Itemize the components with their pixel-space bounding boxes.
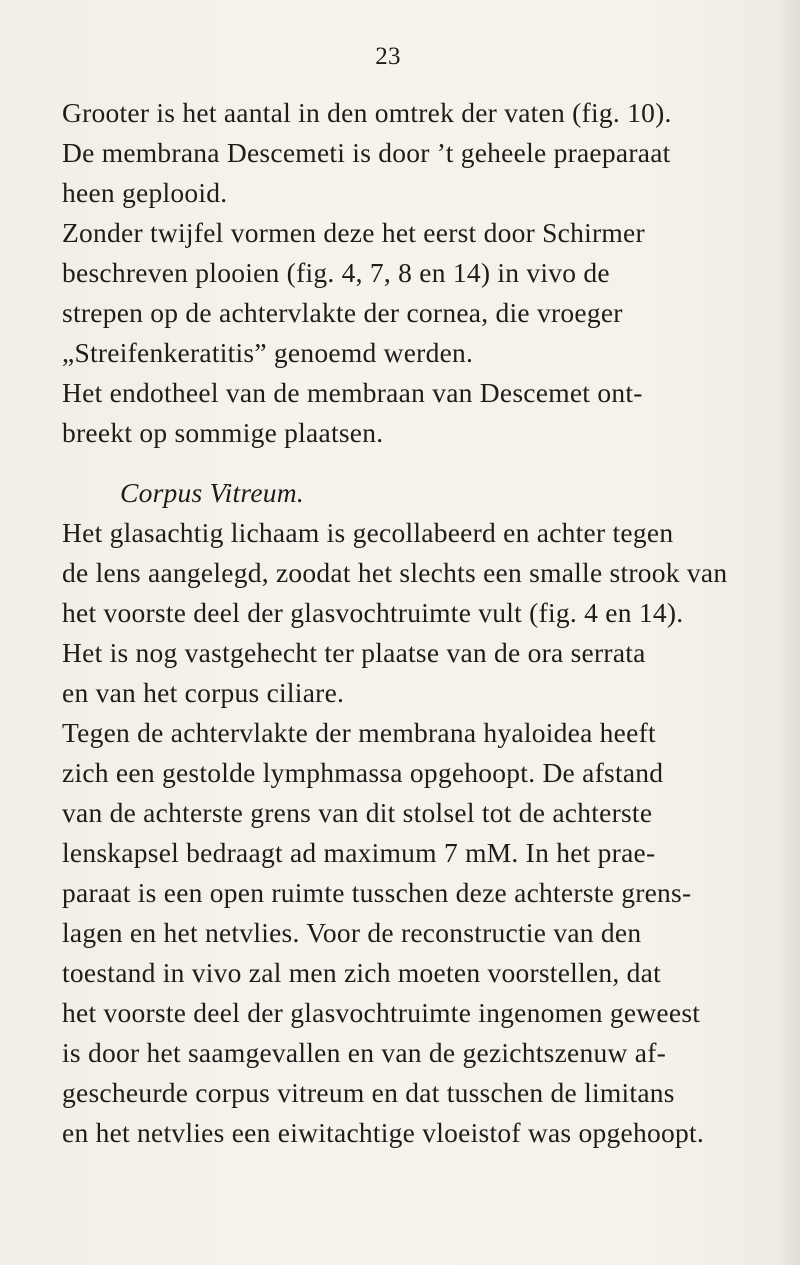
text-line: Het is nog vastgehecht ter plaatse van de ora serrata — [62, 637, 646, 668]
text-line: breekt op sommige plaatsen. — [62, 417, 384, 448]
text-line: paraat is een open ruimte tusschen deze achterste grens- — [62, 877, 692, 908]
text-line: van de achterste grens van dit stolsel tot de achterste — [62, 797, 653, 828]
text-line: Het endotheel van de membraan van Descemet ont- — [62, 377, 643, 408]
text-line: strepen op de achtervlakte der cornea, die vroeger — [62, 297, 623, 328]
text-line: Zonder twijfel vormen deze het eerst door Schirmer — [62, 217, 645, 248]
text-line: toestand in vivo zal men zich moeten voorstellen, dat — [62, 957, 661, 988]
section-heading: Corpus Vitreum. — [120, 477, 305, 508]
text-line: beschreven plooien (fig. 4, 7, 8 en 14) in vivo de — [62, 257, 610, 288]
text-line: Grooter is het aantal in den omtrek der vaten (fig. 10). — [62, 97, 672, 128]
text-line: Tegen de achtervlakte der membrana hyaloidea heeft — [62, 717, 656, 748]
text-line: gescheurde corpus vitreum en dat tusschen de limitans — [62, 1077, 675, 1108]
text-line: De membrana Descemeti is door ’t geheele praeparaat — [62, 137, 671, 168]
text-line: „Streifenkeratitis” genoemd werden. — [62, 337, 474, 368]
text-line: lenskapsel bedraagt ad maximum 7 mM. In het prae- — [62, 837, 656, 868]
text-line: het voorste deel der glasvochtruimte vult (fig. 4 en 14). — [62, 597, 684, 628]
text-line: zich een gestolde lymphmassa opgehoopt. De afstand — [62, 757, 664, 788]
page-edge-shadow — [778, 0, 800, 1265]
page-number: 23 — [375, 43, 401, 70]
text-line: Het glasachtig lichaam is gecollabeerd en achter tegen — [62, 517, 674, 548]
text-line: heen geplooid. — [62, 177, 228, 208]
text-line: en het netvlies een eiwitachtige vloeistof was opgehoopt. — [62, 1117, 704, 1148]
text-line: en van het corpus ciliare. — [62, 677, 345, 708]
text-line: de lens aangelegd, zoodat het slechts een smalle strook van — [62, 557, 728, 588]
text-line: is door het saamgevallen en van de gezichtszenuw af- — [62, 1037, 667, 1068]
text-line: lagen en het netvlies. Voor de reconstructie van den — [62, 917, 642, 948]
text-line: het voorste deel der glasvochtruimte ingenomen geweest — [62, 997, 701, 1028]
